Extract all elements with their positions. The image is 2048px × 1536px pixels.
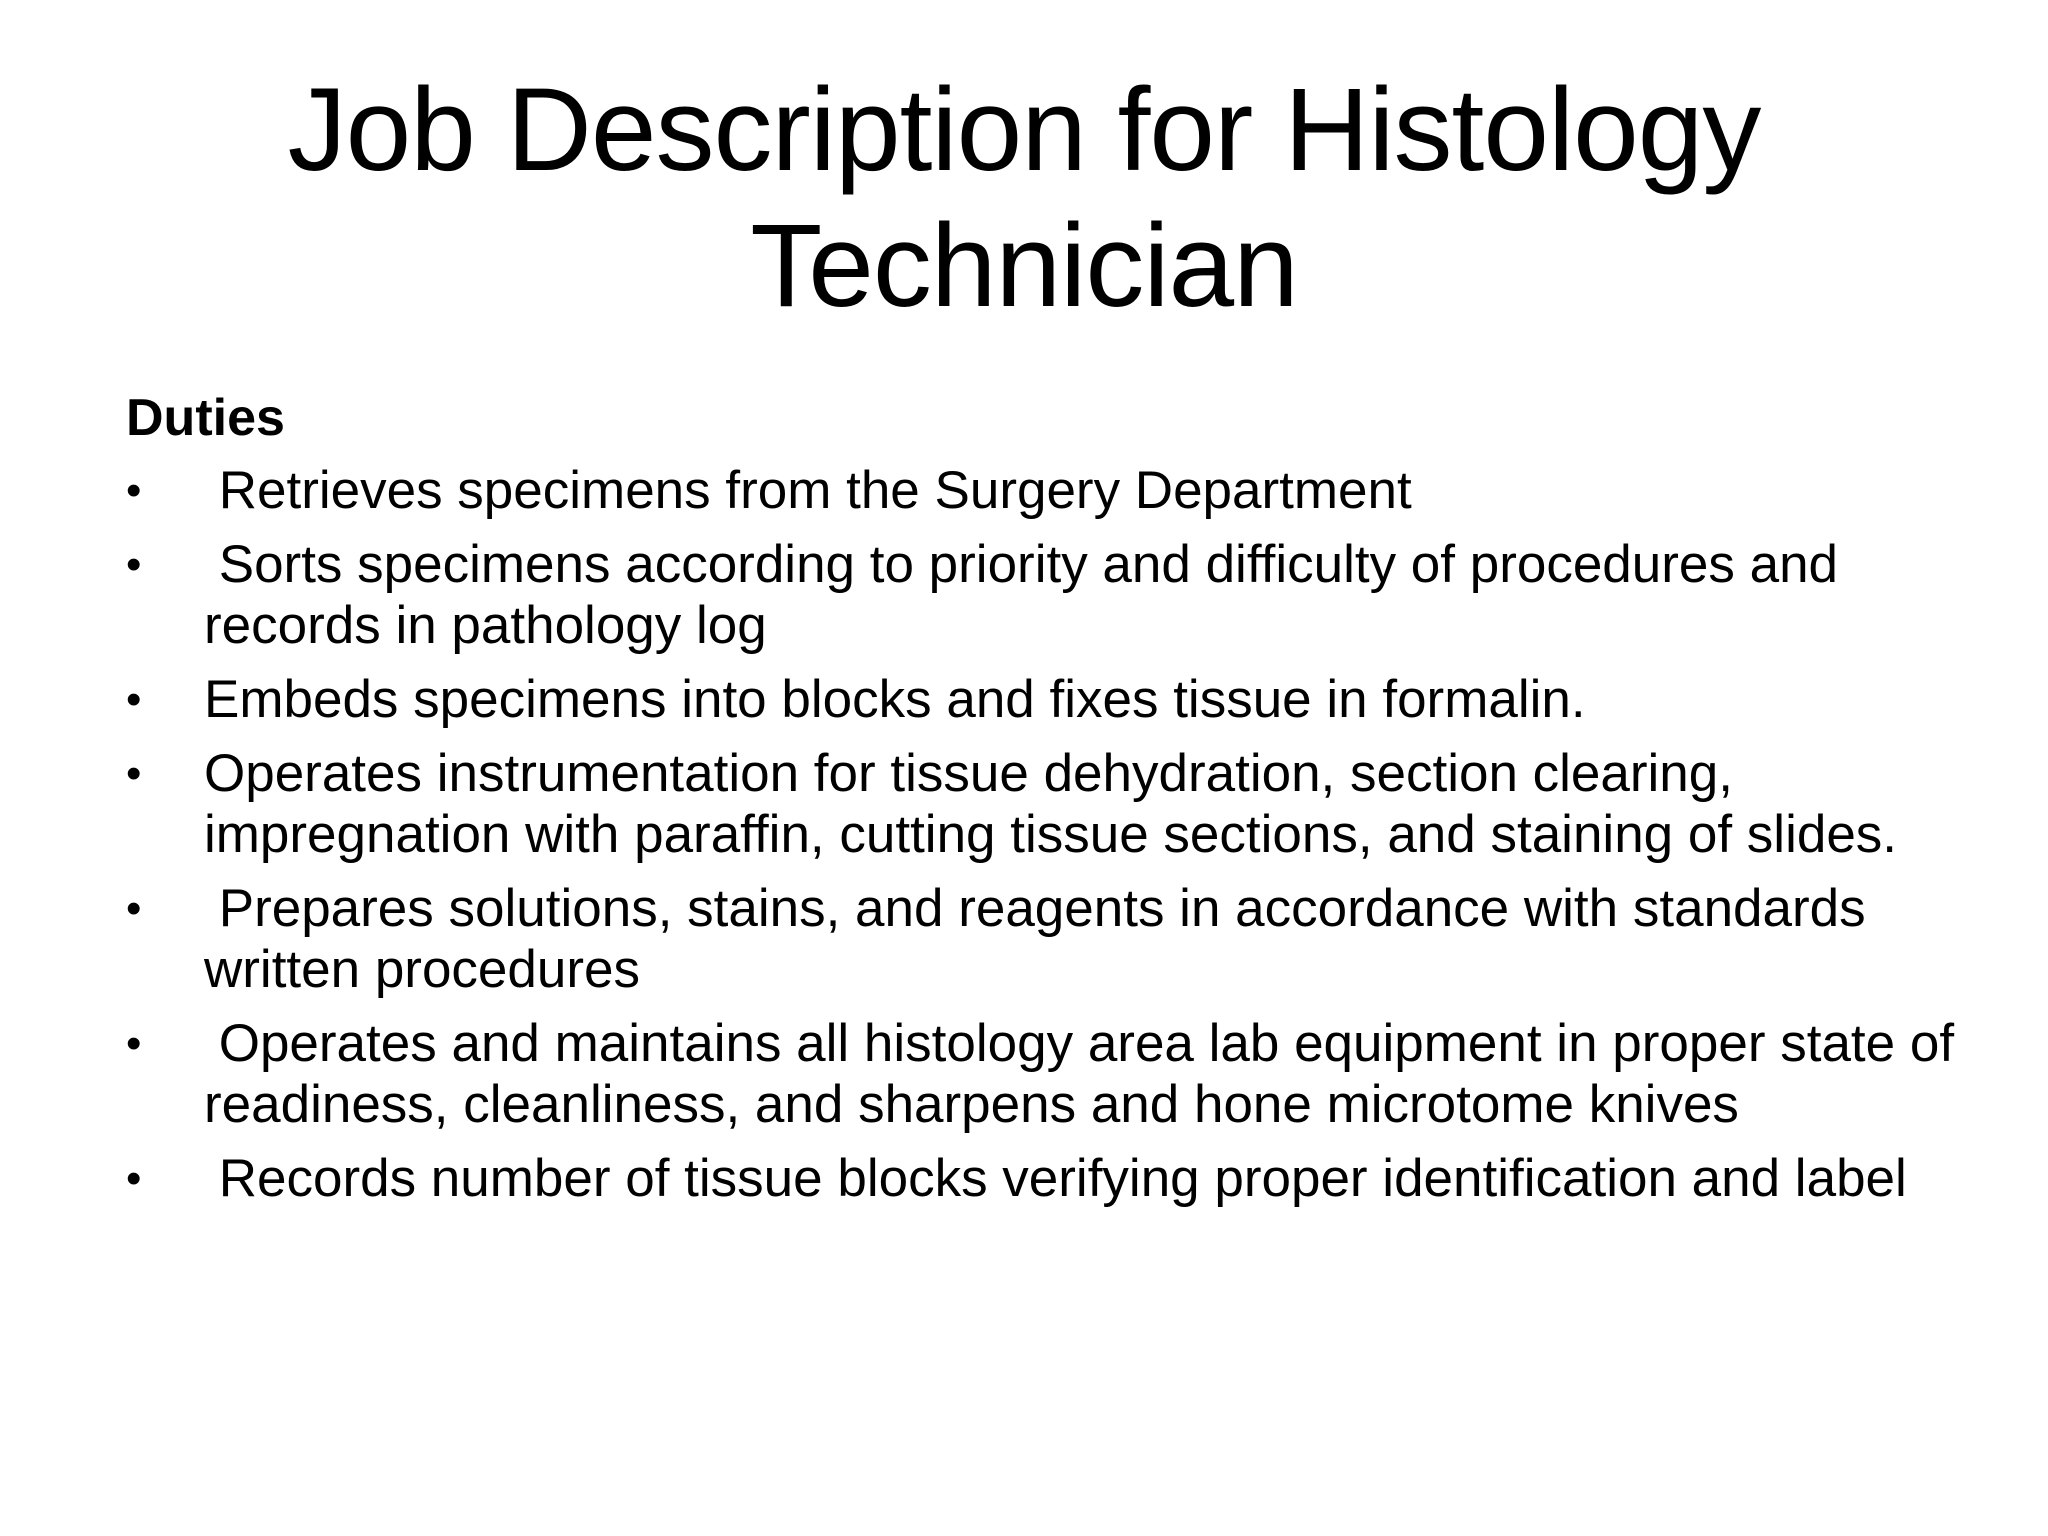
list-item [126,743,1966,865]
bullet-icon: • [126,884,142,933]
duty-text: Embeds specimens into blocks and fixes tissue in formalin. [204,670,1586,729]
bullet-icon: • [126,466,142,515]
list-item [126,534,1966,656]
bullet-icon: • [126,1154,142,1203]
list-item [126,1148,1966,1209]
duty-text: Sorts specimens according to priority and difficulty of procedures and records in pathology log [204,535,1853,655]
slide-title: Job Description for Histology Technician [287,64,1761,332]
duty-text: Retrieves specimens from the Surgery Department [204,461,1412,520]
slide-body [126,382,1969,1222]
bullet-icon: • [126,540,142,589]
duty-text: Operates instrumentation for tissue dehydration, section clearing, impregnation with paraffin, cutting tissue sections, and staining of slides. [204,744,1898,864]
list-item [126,669,1966,730]
duty-text: Records number of tissue blocks verifying proper identification and label [204,1149,1907,1208]
bullet-icon: • [126,749,142,798]
bullet-icon: • [126,675,142,724]
list-item [126,878,1966,1000]
section-heading: Duties [126,389,285,447]
duty-text: Operates and maintains all histology area lab equipment in proper state of readiness, cleanliness, and sharpens and hone microtome knives [204,1014,1969,1134]
list-item [126,460,1966,521]
duties-list [126,460,1969,1209]
bullet-icon: • [126,1019,142,1068]
list-item [126,1013,1969,1135]
duty-text: Prepares solutions, stains, and reagents in accordance with standards written procedures [204,879,1881,999]
